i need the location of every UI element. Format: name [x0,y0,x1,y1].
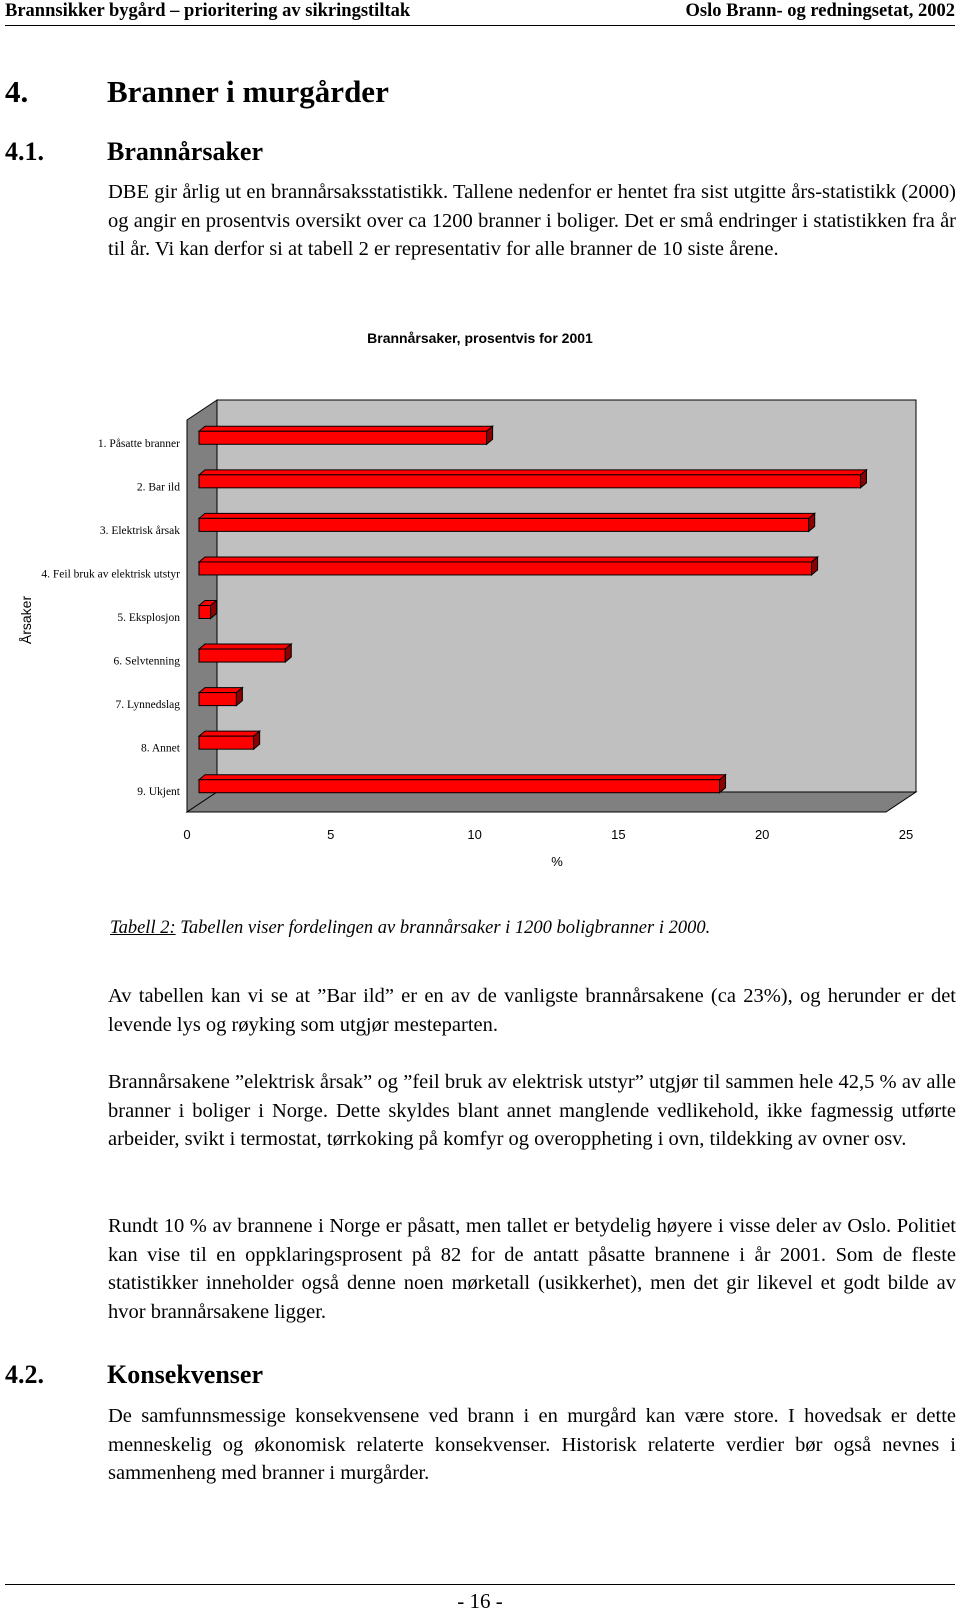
subsection-heading-consequences [5,1358,905,1392]
causes-bar-chart [0,325,960,895]
bar-top-face [199,557,818,562]
chart-back-wall [217,400,916,792]
subsection-title: Brannårsaker [107,137,263,166]
paragraph-arson: Rundt 10 % av brannene i Norge er påsatt, men tallet er betydelig høyere i visse deler av Oslo. Politiet kan vise til en oppklaringsprosent på 82 for de antatt påsatte brannene i år 2001. Som de fleste statistikker inneholder også denne noen mørketall (usikkerhet), men det gir likevel et godt bilde av hvor brannårsakene ligger. [108,1215,956,1324]
y-tick-label: 4. Feil bruk av elektrisk utstyr [41,568,180,581]
y-tick-label: 1. Påsatte branner [97,437,180,450]
y-tick-label: 9. Ukjent [137,786,180,799]
bar-top-face [199,731,260,736]
bar [199,562,812,575]
intro-paragraph: DBE gir årlig ut en brannårsaksstatistikk. Tallene nedenfor er hentet fra sist utgitte års-statistikk (2000) og angir en prosentvis oversikt over ca 1200 branner i boliger. Det er små endringer i statistikken fra år til år. Vi kan derfor si at tabell 2 er representativ for alle branner de 10 siste årene. [108,181,956,261]
bar-top-face [199,470,866,475]
bar-top-face [199,775,726,780]
y-tick-label: 8. Annet [141,742,180,755]
bar [199,780,720,793]
subsection-title-2: Konsekvenser [107,1360,263,1389]
x-tick-label: 15 [611,827,626,842]
y-axis-label: Årsaker [18,595,34,645]
section-heading [5,72,905,112]
chart-title: Brannårsaker, prosentvis for 2001 [367,330,593,346]
bar [199,736,254,749]
x-axis-label: % [551,854,563,869]
caption-text: Tabellen viser fordelingen av brannårsaker i 1200 boligbranner i 2000. [175,918,711,938]
page-header [5,0,955,26]
y-tick-label: 5. Eksplosjon [117,612,180,624]
page-number: - 16 - [457,1589,503,1613]
caption-label: Tabell 2: [110,918,176,938]
y-tick-label: 3. Elektrisk årsak [99,524,180,537]
paragraph-electrical: Brannårsakene ”elektrisk årsak” og ”feil bruk av elektrisk utstyr” utgjør til sammen hele 42,5 % av alle branner i boliger i Norge. Dette skyldes blant annet manglende vedlikehold, ikke fagmessig utførte arbeider, svikt i termostat, tørrkoking på komfyr og overoppheting i ovn, tildekking av ovner osv. [108,1071,956,1151]
bar-top-face [199,644,291,649]
y-tick-label: 2. Bar ild [136,481,180,494]
paragraph-open-flame: Av tabellen kan vi se at ”Bar ild” er en av de vanligste brannårsakene (ca 23%), og herunder er det levende lys og røyking som utgjør mesteparten. [108,985,956,1036]
bar-top-face [199,513,815,518]
y-tick-label: 7. Lynnedslag [115,699,180,712]
section-number: 4. [5,74,29,109]
closing-paragraph: De samfunnsmessige konsekvensene ved brann i en murgård kan være store. I hovedsak er dette menneskelig og økonomisk relaterte konsekvenser. Historisk relaterte verdier bør også nevnes i sammenheng med branner i murgårder. [108,1405,956,1485]
bar [199,475,860,488]
bar-top-face [199,688,242,693]
x-tick-label: 25 [898,827,914,842]
y-tick-label: 6. Selvtenning [113,655,180,668]
bar [199,518,809,531]
table-caption [110,916,930,940]
bar [199,693,236,706]
footer-rule [5,1584,955,1585]
header-organization: Oslo Brann- og redningsetat, 2002 [685,1,955,21]
bar [199,606,211,619]
x-tick-label: 5 [327,827,335,842]
x-tick-label: 0 [183,827,191,842]
subsection-number-2: 4.2. [5,1360,44,1389]
bar [199,649,285,662]
chart-floor [187,792,916,812]
bar-top-face [199,426,493,431]
subsection-heading-causes [5,135,905,169]
x-tick-label: 10 [467,827,482,842]
header-document-title: Brannsikker bygård – prioritering av sikringstiltak [5,1,411,21]
subsection-number: 4.1. [5,137,44,166]
x-tick-label: 20 [754,827,770,842]
section-title: Branner i murgårder [107,74,389,109]
bar [199,431,487,444]
